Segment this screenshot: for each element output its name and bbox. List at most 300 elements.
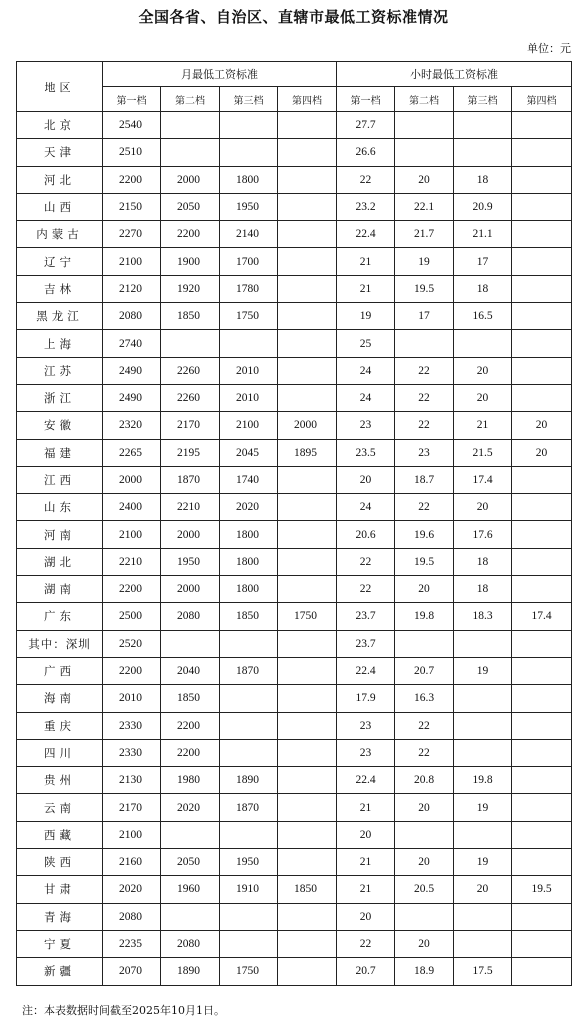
- table-row: [17, 330, 572, 357]
- table-row: [17, 712, 572, 739]
- table-row: [17, 603, 572, 630]
- hourly-wage-cell: [512, 112, 572, 139]
- monthly-wage-cell: 2020: [220, 494, 278, 521]
- hourly-wage-cell: 23: [395, 439, 454, 466]
- monthly-wage-cell: 2120: [103, 275, 161, 302]
- region-cell: 山西: [17, 193, 103, 220]
- hourly-wage-cell: 21.1: [454, 221, 512, 248]
- monthly-wage-cell: 2070: [103, 958, 161, 985]
- hourly-wage-cell: [512, 630, 572, 657]
- table-row: [17, 384, 572, 411]
- hourly-wage-cell: [512, 685, 572, 712]
- region-cell: 云南: [17, 794, 103, 821]
- monthly-wage-cell: [220, 630, 278, 657]
- monthly-wage-cell: 1850: [220, 603, 278, 630]
- monthly-wage-cell: [278, 849, 337, 876]
- monthly-wage-cell: 2210: [161, 494, 220, 521]
- monthly-wage-cell: 1895: [278, 439, 337, 466]
- table-row: [17, 903, 572, 930]
- hourly-wage-cell: [454, 139, 512, 166]
- monthly-wage-cell: 2045: [220, 439, 278, 466]
- hourly-wage-cell: 23: [337, 739, 395, 766]
- hourly-wage-cell: [512, 521, 572, 548]
- region-cell: 江西: [17, 466, 103, 493]
- monthly-wage-cell: 1950: [220, 849, 278, 876]
- table-row: [17, 630, 572, 657]
- hourly-wage-cell: [454, 630, 512, 657]
- hourly-wage-cell: [395, 330, 454, 357]
- monthly-wage-cell: [278, 275, 337, 302]
- hourly-wage-cell: 21: [337, 275, 395, 302]
- monthly-wage-cell: [161, 330, 220, 357]
- hourly-wage-cell: 20: [512, 412, 572, 439]
- hourly-wage-cell: 19.5: [395, 275, 454, 302]
- hourly-wage-cell: 20: [454, 494, 512, 521]
- region-cell: 西藏: [17, 821, 103, 848]
- hourly-wage-cell: 19: [454, 849, 512, 876]
- monthly-wage-cell: 2195: [161, 439, 220, 466]
- monthly-wage-cell: 2100: [103, 521, 161, 548]
- monthly-wage-cell: 2040: [161, 657, 220, 684]
- region-cell: 福建: [17, 439, 103, 466]
- monthly-wage-cell: 2200: [103, 576, 161, 603]
- hourly-wage-cell: 23: [337, 712, 395, 739]
- monthly-wage-cell: 2235: [103, 930, 161, 957]
- monthly-wage-cell: [161, 112, 220, 139]
- table-row: [17, 930, 572, 957]
- monthly-wage-cell: 2160: [103, 849, 161, 876]
- region-cell: 内蒙古: [17, 221, 103, 248]
- hourly-wage-cell: 17.5: [454, 958, 512, 985]
- hourly-wage-cell: [512, 384, 572, 411]
- monthly-wage-cell: [278, 303, 337, 330]
- hourly-wage-cell: 25: [337, 330, 395, 357]
- monthly-wage-cell: 1850: [278, 876, 337, 903]
- monthly-wage-cell: 1850: [161, 685, 220, 712]
- monthly-wage-cell: 2260: [161, 357, 220, 384]
- monthly-wage-cell: 2200: [103, 657, 161, 684]
- monthly-wage-cell: 2200: [161, 739, 220, 766]
- monthly-wage-cell: 2000: [278, 412, 337, 439]
- hourly-wage-cell: 20: [337, 821, 395, 848]
- monthly-wage-cell: [278, 521, 337, 548]
- hourly-wage-cell: 22.4: [337, 221, 395, 248]
- monthly-wage-cell: 2200: [103, 166, 161, 193]
- monthly-wage-cell: 1950: [161, 548, 220, 575]
- monthly-wage-cell: 2010: [103, 685, 161, 712]
- header-tier: 第二档: [161, 87, 220, 112]
- hourly-wage-cell: 16.3: [395, 685, 454, 712]
- region-cell: 四川: [17, 739, 103, 766]
- monthly-wage-cell: 1920: [161, 275, 220, 302]
- table-row: [17, 193, 572, 220]
- region-cell: 天津: [17, 139, 103, 166]
- table-row: [17, 412, 572, 439]
- unit-label: 单位：元: [527, 42, 571, 55]
- header-tier: 第一档: [337, 87, 395, 112]
- hourly-wage-cell: [512, 794, 572, 821]
- monthly-wage-cell: 2500: [103, 603, 161, 630]
- monthly-wage-cell: 2080: [103, 903, 161, 930]
- table-row: [17, 494, 572, 521]
- hourly-wage-cell: 17: [454, 248, 512, 275]
- hourly-wage-cell: 22: [395, 384, 454, 411]
- region-cell: 江苏: [17, 357, 103, 384]
- hourly-wage-cell: 17.4: [454, 466, 512, 493]
- region-cell: 甘肃: [17, 876, 103, 903]
- monthly-wage-cell: [278, 739, 337, 766]
- header-region: 地区: [17, 62, 103, 112]
- header-tier: 第四档: [278, 87, 337, 112]
- hourly-wage-cell: 19: [395, 248, 454, 275]
- monthly-wage-cell: 2000: [103, 466, 161, 493]
- monthly-wage-cell: 2010: [220, 357, 278, 384]
- monthly-wage-cell: 1960: [161, 876, 220, 903]
- table-row: [17, 794, 572, 821]
- hourly-wage-cell: 21.7: [395, 221, 454, 248]
- monthly-wage-cell: [220, 330, 278, 357]
- monthly-wage-cell: [220, 930, 278, 957]
- hourly-wage-cell: 18.3: [454, 603, 512, 630]
- region-cell: 吉林: [17, 275, 103, 302]
- hourly-wage-cell: 19.5: [395, 548, 454, 575]
- hourly-wage-cell: 19.6: [395, 521, 454, 548]
- region-cell: 青海: [17, 903, 103, 930]
- monthly-wage-cell: 1890: [161, 958, 220, 985]
- monthly-wage-cell: 1980: [161, 767, 220, 794]
- region-cell: 宁夏: [17, 930, 103, 957]
- monthly-wage-cell: [278, 821, 337, 848]
- monthly-wage-cell: 2000: [161, 166, 220, 193]
- monthly-wage-cell: 2265: [103, 439, 161, 466]
- table-row: [17, 221, 572, 248]
- hourly-wage-cell: 22.4: [337, 657, 395, 684]
- monthly-wage-cell: 1750: [220, 303, 278, 330]
- table-row: [17, 248, 572, 275]
- hourly-wage-cell: 20: [454, 384, 512, 411]
- hourly-wage-cell: [512, 303, 572, 330]
- hourly-wage-cell: 20.5: [395, 876, 454, 903]
- hourly-wage-cell: 16.5: [454, 303, 512, 330]
- hourly-wage-cell: [454, 330, 512, 357]
- monthly-wage-cell: 1890: [220, 767, 278, 794]
- monthly-wage-cell: [220, 739, 278, 766]
- hourly-wage-cell: [454, 112, 512, 139]
- hourly-wage-cell: 17.9: [337, 685, 395, 712]
- hourly-wage-cell: 20: [454, 357, 512, 384]
- monthly-wage-cell: [161, 903, 220, 930]
- region-cell: 海南: [17, 685, 103, 712]
- hourly-wage-cell: 18.9: [395, 958, 454, 985]
- hourly-wage-cell: 20: [512, 439, 572, 466]
- monthly-wage-cell: 1800: [220, 166, 278, 193]
- hourly-wage-cell: [395, 903, 454, 930]
- hourly-wage-cell: 23.7: [337, 603, 395, 630]
- hourly-wage-cell: 22: [337, 576, 395, 603]
- hourly-wage-cell: [454, 821, 512, 848]
- hourly-wage-cell: [512, 821, 572, 848]
- monthly-wage-cell: [278, 193, 337, 220]
- table-row: [17, 466, 572, 493]
- monthly-wage-cell: 1850: [161, 303, 220, 330]
- hourly-wage-cell: [512, 139, 572, 166]
- hourly-wage-cell: [395, 821, 454, 848]
- monthly-wage-cell: 2000: [161, 576, 220, 603]
- monthly-wage-cell: [278, 112, 337, 139]
- monthly-wage-cell: 1870: [220, 657, 278, 684]
- monthly-wage-cell: 2000: [161, 521, 220, 548]
- monthly-wage-cell: [278, 494, 337, 521]
- hourly-wage-cell: [454, 903, 512, 930]
- table-body: [17, 112, 572, 986]
- monthly-wage-cell: 2050: [161, 193, 220, 220]
- monthly-wage-cell: [220, 821, 278, 848]
- monthly-wage-cell: 2100: [103, 821, 161, 848]
- monthly-wage-cell: 2320: [103, 412, 161, 439]
- hourly-wage-cell: 22: [395, 412, 454, 439]
- table-row: [17, 576, 572, 603]
- hourly-wage-cell: 19.8: [395, 603, 454, 630]
- hourly-wage-cell: 19: [454, 794, 512, 821]
- monthly-wage-cell: [278, 958, 337, 985]
- table-row: [17, 767, 572, 794]
- footnote: 注：本表数据时间截至2025年10月1日。: [22, 1004, 225, 1017]
- monthly-wage-cell: 1800: [220, 521, 278, 548]
- hourly-wage-cell: 23.2: [337, 193, 395, 220]
- monthly-wage-cell: [278, 357, 337, 384]
- hourly-wage-cell: 20.7: [337, 958, 395, 985]
- hourly-wage-cell: 18: [454, 576, 512, 603]
- hourly-wage-cell: 22: [395, 712, 454, 739]
- table-row: [17, 876, 572, 903]
- table-row: [17, 275, 572, 302]
- hourly-wage-cell: 23.7: [337, 630, 395, 657]
- header-tier: 第四档: [512, 87, 572, 112]
- monthly-wage-cell: 2080: [103, 303, 161, 330]
- hourly-wage-cell: [512, 193, 572, 220]
- monthly-wage-cell: [278, 139, 337, 166]
- hourly-wage-cell: 20.7: [395, 657, 454, 684]
- page-title: 全国各省、自治区、直辖市最低工资标准情况: [138, 8, 449, 26]
- monthly-wage-cell: 2200: [161, 221, 220, 248]
- monthly-wage-cell: 2330: [103, 712, 161, 739]
- region-cell: 其中：深圳: [17, 630, 103, 657]
- monthly-wage-cell: [220, 112, 278, 139]
- region-cell: 湖北: [17, 548, 103, 575]
- table-row: [17, 548, 572, 575]
- hourly-wage-cell: 23: [337, 412, 395, 439]
- hourly-wage-cell: [454, 930, 512, 957]
- hourly-wage-cell: 17.6: [454, 521, 512, 548]
- hourly-wage-cell: [512, 930, 572, 957]
- table-row: [17, 958, 572, 985]
- hourly-wage-cell: 27.7: [337, 112, 395, 139]
- hourly-wage-cell: 21: [337, 794, 395, 821]
- hourly-wage-cell: 21: [337, 849, 395, 876]
- monthly-wage-cell: 2080: [161, 930, 220, 957]
- monthly-wage-cell: 1870: [220, 794, 278, 821]
- hourly-wage-cell: 24: [337, 357, 395, 384]
- hourly-wage-cell: 20: [395, 849, 454, 876]
- monthly-wage-cell: [278, 248, 337, 275]
- monthly-wage-cell: 2520: [103, 630, 161, 657]
- hourly-wage-cell: [512, 903, 572, 930]
- monthly-wage-cell: 2100: [220, 412, 278, 439]
- hourly-wage-cell: 18: [454, 548, 512, 575]
- region-cell: 浙江: [17, 384, 103, 411]
- monthly-wage-cell: 2020: [161, 794, 220, 821]
- monthly-wage-cell: 2150: [103, 193, 161, 220]
- monthly-wage-cell: 1750: [278, 603, 337, 630]
- hourly-wage-cell: 22.4: [337, 767, 395, 794]
- region-cell: 安徽: [17, 412, 103, 439]
- hourly-wage-cell: [512, 712, 572, 739]
- monthly-wage-cell: 2100: [103, 248, 161, 275]
- hourly-wage-cell: 21: [454, 412, 512, 439]
- monthly-wage-cell: [278, 657, 337, 684]
- hourly-wage-cell: 19: [337, 303, 395, 330]
- region-cell: 贵州: [17, 767, 103, 794]
- monthly-wage-cell: 2140: [220, 221, 278, 248]
- monthly-wage-cell: 1900: [161, 248, 220, 275]
- region-cell: 陕西: [17, 849, 103, 876]
- monthly-wage-cell: [278, 630, 337, 657]
- table-row: [17, 821, 572, 848]
- region-cell: 广东: [17, 603, 103, 630]
- hourly-wage-cell: 24: [337, 384, 395, 411]
- hourly-wage-cell: [512, 248, 572, 275]
- hourly-wage-cell: 19.5: [512, 876, 572, 903]
- monthly-wage-cell: 2170: [161, 412, 220, 439]
- hourly-wage-cell: 22: [395, 357, 454, 384]
- hourly-wage-cell: [512, 576, 572, 603]
- hourly-wage-cell: 21: [337, 876, 395, 903]
- hourly-wage-cell: [512, 767, 572, 794]
- monthly-wage-cell: 1750: [220, 958, 278, 985]
- monthly-wage-cell: 1870: [161, 466, 220, 493]
- table-row: [17, 166, 572, 193]
- header-tier: 第三档: [454, 87, 512, 112]
- monthly-wage-cell: 2740: [103, 330, 161, 357]
- table-row: [17, 849, 572, 876]
- table-row: [17, 739, 572, 766]
- hourly-wage-cell: 22: [337, 166, 395, 193]
- hourly-wage-cell: 22.1: [395, 193, 454, 220]
- monthly-wage-cell: [278, 576, 337, 603]
- hourly-wage-cell: 20.6: [337, 521, 395, 548]
- min-wage-table: [16, 61, 572, 986]
- monthly-wage-cell: [278, 712, 337, 739]
- header-hourly: 小时最低工资标准: [337, 62, 572, 87]
- hourly-wage-cell: [512, 466, 572, 493]
- monthly-wage-cell: 2050: [161, 849, 220, 876]
- header-tier: 第二档: [395, 87, 454, 112]
- region-cell: 山东: [17, 494, 103, 521]
- table-row: [17, 521, 572, 548]
- monthly-wage-cell: [161, 821, 220, 848]
- monthly-wage-cell: 1800: [220, 548, 278, 575]
- hourly-wage-cell: [512, 330, 572, 357]
- monthly-wage-cell: 2130: [103, 767, 161, 794]
- hourly-wage-cell: 22: [395, 494, 454, 521]
- hourly-wage-cell: [512, 739, 572, 766]
- monthly-wage-cell: 2170: [103, 794, 161, 821]
- hourly-wage-cell: 22: [337, 930, 395, 957]
- hourly-wage-cell: [512, 657, 572, 684]
- hourly-wage-cell: [512, 494, 572, 521]
- table-row: [17, 657, 572, 684]
- monthly-wage-cell: 1950: [220, 193, 278, 220]
- hourly-wage-cell: 19.8: [454, 767, 512, 794]
- monthly-wage-cell: [278, 466, 337, 493]
- region-cell: 辽宁: [17, 248, 103, 275]
- monthly-wage-cell: 2490: [103, 384, 161, 411]
- hourly-wage-cell: 19: [454, 657, 512, 684]
- header-monthly: 月最低工资标准: [103, 62, 337, 87]
- header-tier: 第三档: [220, 87, 278, 112]
- monthly-wage-cell: 2490: [103, 357, 161, 384]
- region-cell: 重庆: [17, 712, 103, 739]
- table-row: [17, 112, 572, 139]
- table-row: [17, 139, 572, 166]
- hourly-wage-cell: [512, 548, 572, 575]
- hourly-wage-cell: 24: [337, 494, 395, 521]
- hourly-wage-cell: [395, 139, 454, 166]
- hourly-wage-cell: 18.7: [395, 466, 454, 493]
- monthly-wage-cell: 1700: [220, 248, 278, 275]
- hourly-wage-cell: 20: [454, 876, 512, 903]
- monthly-wage-cell: [278, 767, 337, 794]
- region-cell: 黑龙江: [17, 303, 103, 330]
- hourly-wage-cell: 26.6: [337, 139, 395, 166]
- monthly-wage-cell: 2010: [220, 384, 278, 411]
- monthly-wage-cell: 1780: [220, 275, 278, 302]
- monthly-wage-cell: 2540: [103, 112, 161, 139]
- table-row: [17, 357, 572, 384]
- monthly-wage-cell: [278, 903, 337, 930]
- monthly-wage-cell: [278, 794, 337, 821]
- hourly-wage-cell: 18: [454, 166, 512, 193]
- monthly-wage-cell: [220, 712, 278, 739]
- hourly-wage-cell: 22: [395, 739, 454, 766]
- hourly-wage-cell: [454, 739, 512, 766]
- monthly-wage-cell: [278, 384, 337, 411]
- monthly-wage-cell: [220, 685, 278, 712]
- monthly-wage-cell: 2330: [103, 739, 161, 766]
- hourly-wage-cell: 17: [395, 303, 454, 330]
- hourly-wage-cell: [512, 357, 572, 384]
- monthly-wage-cell: [220, 139, 278, 166]
- monthly-wage-cell: 2210: [103, 548, 161, 575]
- hourly-wage-cell: [454, 685, 512, 712]
- hourly-wage-cell: [512, 958, 572, 985]
- hourly-wage-cell: [395, 112, 454, 139]
- region-cell: 上海: [17, 330, 103, 357]
- monthly-wage-cell: 1910: [220, 876, 278, 903]
- monthly-wage-cell: 2020: [103, 876, 161, 903]
- hourly-wage-cell: 21: [337, 248, 395, 275]
- monthly-wage-cell: [278, 548, 337, 575]
- region-cell: 北京: [17, 112, 103, 139]
- monthly-wage-cell: 2270: [103, 221, 161, 248]
- hourly-wage-cell: 20: [337, 466, 395, 493]
- table-row: [17, 439, 572, 466]
- monthly-wage-cell: 2400: [103, 494, 161, 521]
- monthly-wage-cell: [278, 221, 337, 248]
- header-tier: 第一档: [103, 87, 161, 112]
- hourly-wage-cell: [454, 712, 512, 739]
- monthly-wage-cell: [278, 685, 337, 712]
